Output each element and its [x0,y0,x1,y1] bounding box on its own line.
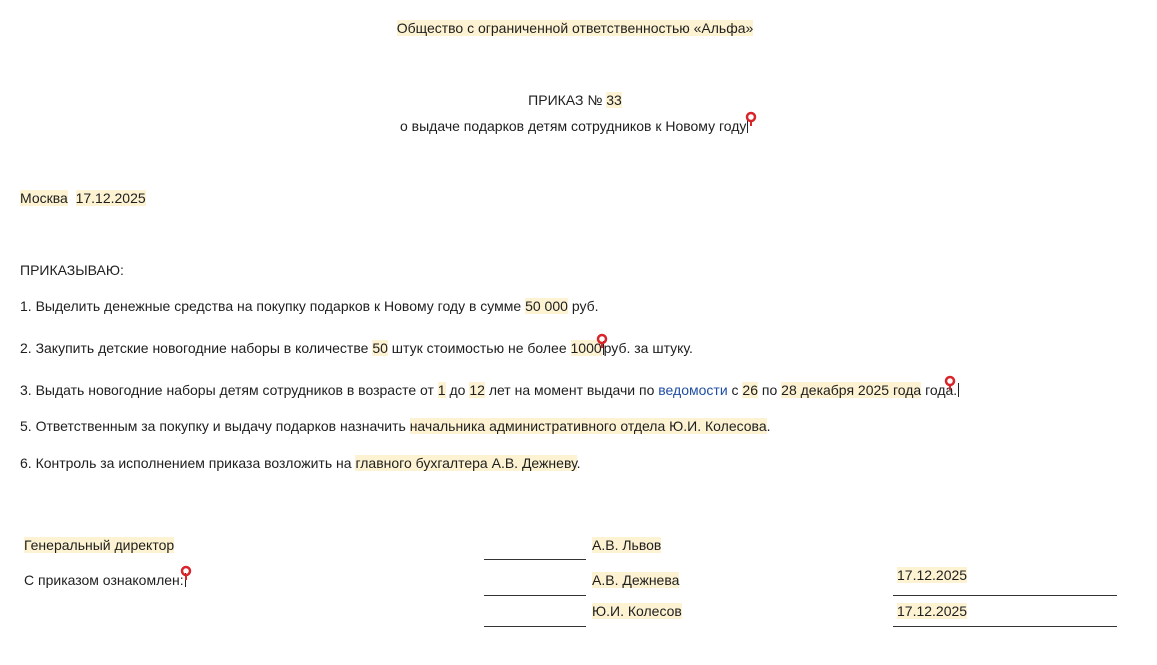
acquainted-label: С приказом ознакомлен: [24,572,184,588]
acquainted-date-2: 17.12.2025 [897,603,968,619]
city: Москва [20,190,68,206]
map-pin-icon[interactable] [180,565,192,581]
map-pin-icon[interactable] [745,111,757,127]
map-pin-icon[interactable] [944,375,956,391]
acquainted-date-1: 17.12.2025 [897,567,968,583]
director-title: Генеральный директор [24,537,175,553]
age-to-field[interactable]: 12 [469,382,485,398]
date-line-1 [893,595,1117,596]
order-subject: о выдаче подарков детям сотрудников к Новому году [400,118,747,134]
place-date [20,189,146,207]
acquainted-name-1: А.В. Дежнева [592,572,680,588]
amount-field[interactable]: 50 000 [525,298,568,314]
directive: ПРИКАЗЫВАЮ: [20,262,124,278]
map-pin-icon[interactable] [596,333,608,349]
price-field[interactable]: 1000 [570,340,602,356]
day-from-field[interactable]: 26 [742,382,758,398]
order-date: 17.12.2025 [75,190,146,206]
responsible-person-field[interactable]: начальника административного отдела Ю.И. Колесова [409,418,767,434]
age-from-field[interactable]: 1 [437,382,446,398]
organization-name: Общество с ограниченной ответственностью «Альфа» [396,20,754,36]
text-caret [958,383,959,397]
director-signature-line [484,559,586,560]
director-name: А.В. Львов [592,537,662,553]
quantity-field[interactable]: 50 [372,340,388,356]
signature-line-1 [484,595,586,596]
acquainted-name-2: Ю.И. Колесов [592,603,682,619]
item-5: 5. Ответственным за покупку и выдачу подарков назначить начальника административного отдела Ю.И. Колесова. [20,418,771,434]
order-heading: ПРИКАЗ № 33 [528,92,622,108]
control-person-field[interactable]: главного бухгалтера А.В. Дежневу [355,455,577,471]
item-6: 6. Контроль за исполнением приказа возложить на главного бухгалтера А.В. Дежневу. [20,455,581,471]
order-number: 33 [606,92,622,108]
item-3: 3. Выдать новогодние наборы детям сотрудников в возрасте от 1 до 12 лет на момент выдачи по ведомости с 26 по 28 декабря 2025 года года. [20,382,958,398]
date-line-2 [893,626,1117,627]
item-1: 1. Выделить денежные средства на покупку подарков к Новому году в сумме 50 000 руб. [20,298,599,314]
date-to-field[interactable]: 28 декабря 2025 года [781,382,922,398]
item-2: 2. Закупить детские новогодние наборы в количестве 50 штук стоимостью не более 1000 руб. за штуку. [20,340,693,356]
statement-link[interactable]: ведомости [658,382,728,398]
signature-line-2 [484,626,586,627]
